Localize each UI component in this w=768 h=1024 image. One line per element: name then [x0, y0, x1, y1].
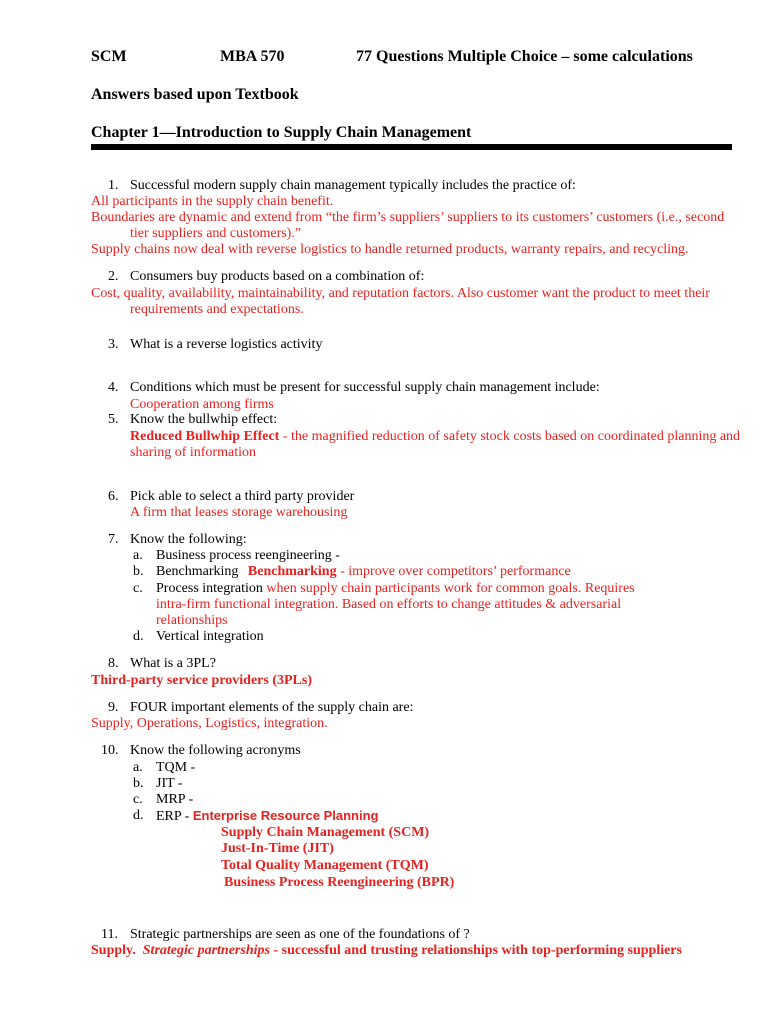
- q10-item-d-label: d.: [133, 808, 144, 823]
- q10-item-a-label: a.: [133, 760, 143, 775]
- q5-answer-definition: - the magnified reduction of safety stock costs based on coordinated planning and: [279, 429, 741, 444]
- q8-number: 8.: [108, 656, 119, 671]
- q10-item-c-label: c.: [133, 792, 143, 807]
- q3-number: 3.: [108, 337, 119, 352]
- q10-item-a: TQM -: [156, 760, 196, 775]
- q6-answer: A firm that leases storage warehousing: [130, 505, 348, 520]
- q2-answer-1: Cost, quality, availability, maintainability, and reputation factors. Also customer want the product to meet their: [91, 286, 710, 301]
- q1-number: 1.: [108, 178, 119, 193]
- q8-text: What is a 3PL?: [130, 656, 216, 671]
- chapter-title: Chapter 1—Introduction to Supply Chain Management: [91, 124, 472, 141]
- q10-number: 10.: [101, 743, 119, 758]
- q11-answer-lead: Supply.: [91, 943, 136, 958]
- q7-item-a-label: a.: [133, 548, 143, 563]
- q2-answer-1-cont: requirements and expectations.: [130, 302, 304, 317]
- q10-item-b: JIT -: [156, 776, 183, 791]
- q6-text: Pick able to select a third party provider: [130, 489, 355, 504]
- q5-answer-term: Reduced Bullwhip Effect: [130, 429, 280, 444]
- q2-number: 2.: [108, 269, 119, 284]
- q1-text: Successful modern supply chain management typically includes the practice of:: [130, 178, 576, 193]
- q9-number: 9.: [108, 700, 119, 715]
- q11-answer-term: Strategic partnerships: [142, 943, 270, 958]
- q1-answer-2: Boundaries are dynamic and extend from “the firm’s suppliers’ suppliers to its customers’ customers (i.e., second: [91, 210, 725, 225]
- q10-item-d: [156, 808, 379, 825]
- q10-text: Know the following acronyms: [130, 743, 301, 758]
- q7-item-b: [156, 564, 571, 580]
- header-subtitle: Answers based upon Textbook: [91, 86, 299, 103]
- chapter-rule: [91, 144, 732, 150]
- q11-number: 11.: [101, 927, 118, 942]
- q10-answer-bpr: Business Process Reengineering (BPR): [224, 875, 455, 890]
- q10-item-b-label: b.: [133, 776, 144, 791]
- q7-item-c-label: c.: [133, 581, 143, 596]
- q7-item-b-answer: - improve over competitors’ performance: [336, 564, 571, 579]
- q7-item-a: Business process reengineering -: [156, 548, 340, 563]
- q7-text: Know the following:: [130, 532, 247, 547]
- q4-text: Conditions which must be present for successful supply chain management include:: [130, 380, 600, 395]
- q10-item-d-term: ERP -: [156, 809, 190, 824]
- q10-answer-jit: Just-In-Time (JIT): [221, 841, 334, 856]
- q7-item-b-label: b.: [133, 564, 144, 579]
- q4-answer: Cooperation among firms: [130, 397, 274, 412]
- q4-number: 4.: [108, 380, 119, 395]
- q7-item-c-answer-cont2: relationships: [156, 613, 228, 628]
- q5-answer: [130, 429, 740, 445]
- q5-number: 5.: [108, 412, 119, 427]
- q7-item-d-label: d.: [133, 629, 144, 644]
- q9-answer: Supply, Operations, Logistics, integration.: [91, 716, 328, 731]
- q11-text: Strategic partnerships are seen as one of the foundations of ?: [130, 927, 470, 942]
- q8-answer: Third-party service providers (3PLs): [91, 673, 312, 688]
- q1-answer-1: All participants in the supply chain benefit.: [91, 194, 334, 209]
- q10-item-d-answer: Enterprise Resource Planning: [192, 808, 379, 823]
- q7-number: 7.: [108, 532, 119, 547]
- q10-answer-tqm: Total Quality Management (TQM): [221, 858, 429, 873]
- q7-item-b-answer-term: Benchmarking: [247, 564, 337, 579]
- header-code: MBA 570: [220, 48, 285, 65]
- q1-answer-3: Supply chains now deal with reverse logistics to handle returned products, warranty repairs, and recycling.: [91, 242, 689, 257]
- q7-item-c-answer-cont: intra-firm functional integration. Based on efforts to change attitudes & adversarial: [156, 597, 622, 612]
- q9-text: FOUR important elements of the supply chain are:: [130, 700, 414, 715]
- q2-text: Consumers buy products based on a combination of:: [130, 269, 425, 284]
- q5-answer-cont: sharing of information: [130, 445, 256, 460]
- q7-item-c-answer: when supply chain participants work for common goals. Requires: [262, 581, 635, 596]
- q11-answer: [91, 943, 682, 959]
- q6-number: 6.: [108, 489, 119, 504]
- q7-item-d: Vertical integration: [156, 629, 264, 644]
- q7-item-c-term: Process integration: [156, 581, 263, 596]
- q10-answer-scm: Supply Chain Management (SCM): [221, 825, 430, 840]
- q1-answer-2-cont: tier suppliers and customers).”: [130, 226, 302, 241]
- header-description: 77 Questions Multiple Choice – some calculations: [356, 48, 693, 65]
- q7-item-b-term: Benchmarking: [156, 564, 239, 579]
- q11-answer-definition: - successful and trusting relationships with top-performing suppliers: [269, 943, 682, 958]
- q7-item-c: [156, 581, 635, 597]
- q5-text: Know the bullwhip effect:: [130, 412, 278, 427]
- q3-text: What is a reverse logistics activity: [130, 337, 323, 352]
- header-course: SCM: [91, 48, 127, 65]
- q10-item-c: MRP -: [156, 792, 194, 807]
